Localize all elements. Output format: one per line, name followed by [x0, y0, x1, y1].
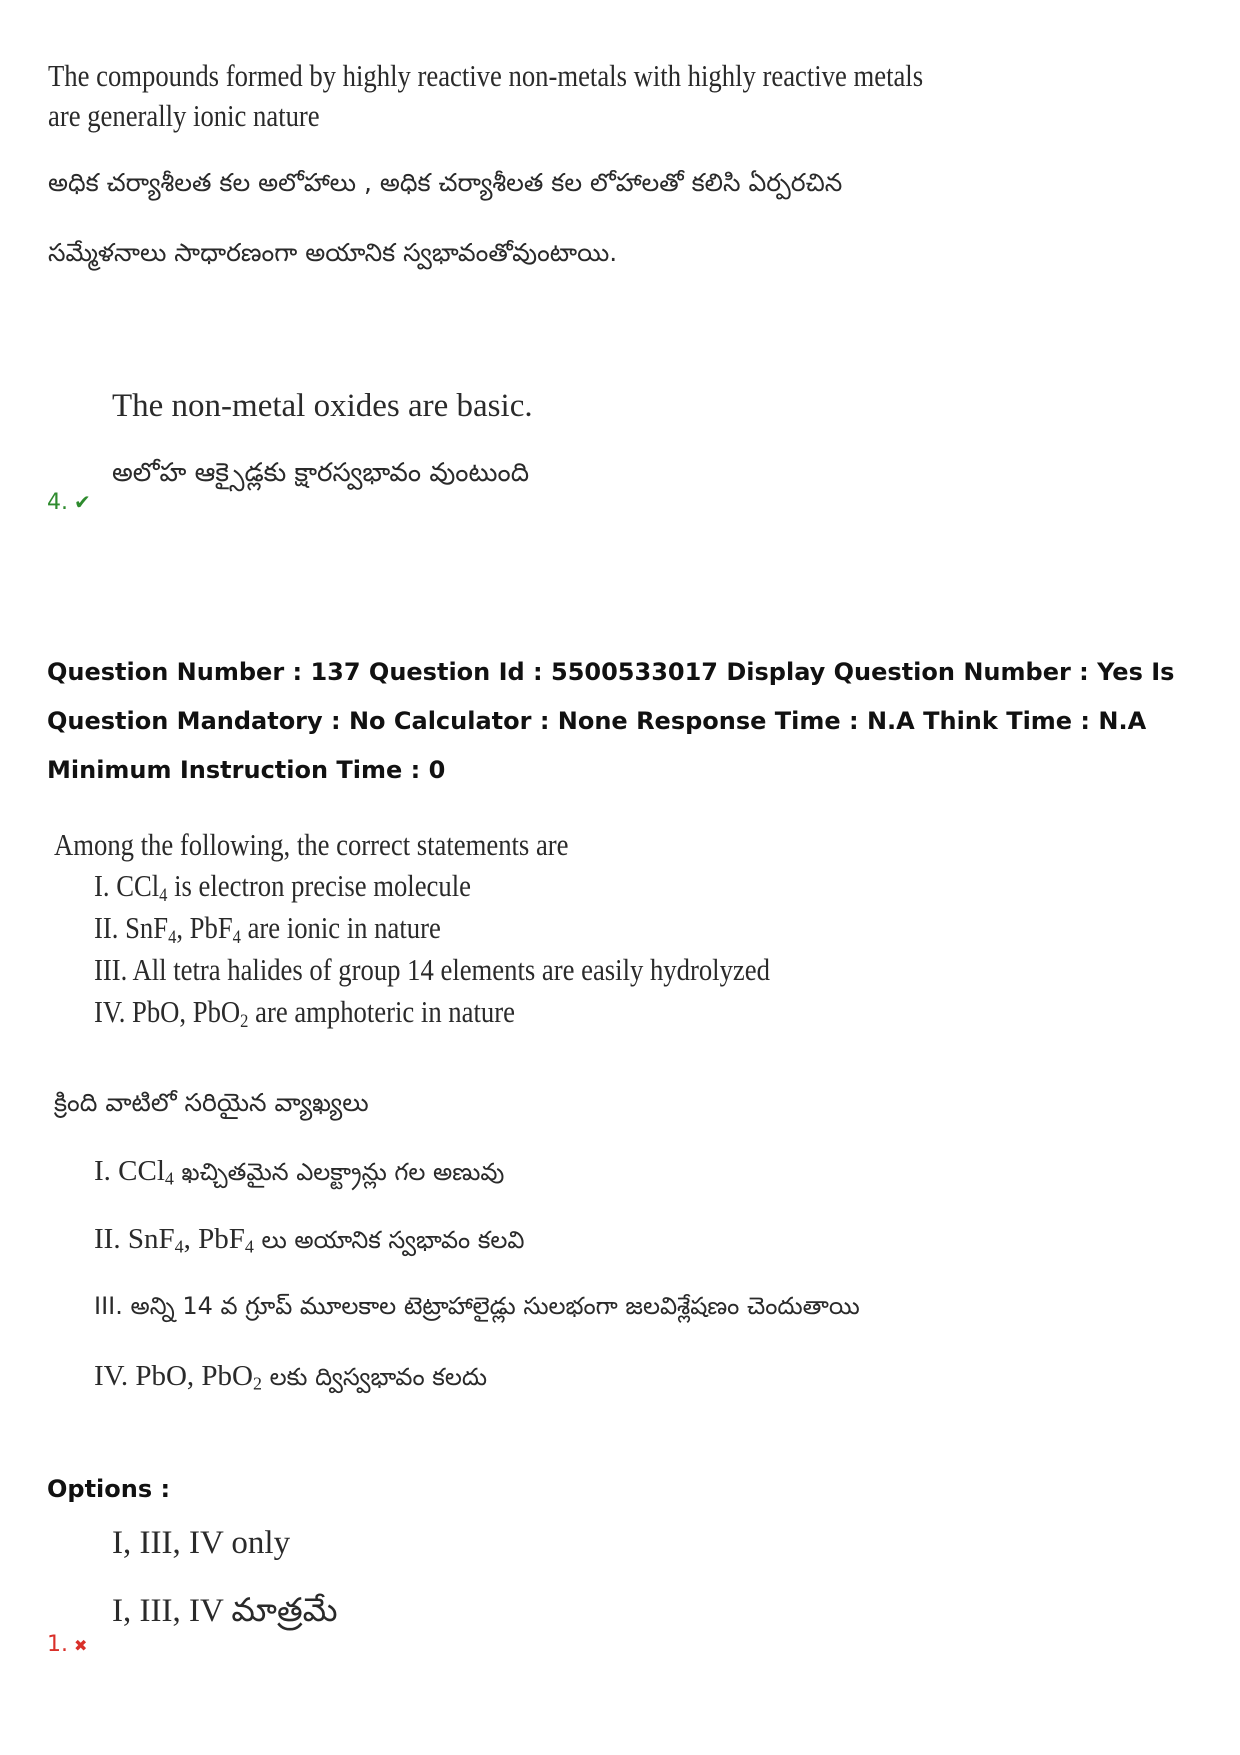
prev-option-te-line1: అధిక చర్యాశీలత కల అలోహాలు , అధిక చర్యాశీలత కల లోహాలతో కలిసి ఏర్పరచిన — [48, 168, 843, 197]
option-4-text-te: అలోహ ఆక్సైడ్లకు క్షారస్వభావం వుంటుంది — [112, 458, 530, 488]
option-4-text-en: The non-metal oxides are basic. — [112, 388, 533, 424]
option-1-label — [47, 1632, 87, 1657]
statement-1-te: I. CCl$_4$ ఖచ్చితమైన ఎలక్ట్రాన్లు గల అణువు — [94, 1155, 505, 1189]
statement-2-te: II. SnF$_4$, PbF$_4$ లు అయానిక స్వభావం కలవి — [94, 1223, 525, 1257]
statement-4-en: IV. PbO, PbO$_2$ are amphoteric in nature — [94, 994, 515, 1032]
prev-option-te-line2: సమ్మేళనాలు సాధారణంగా అయానిక స్వభావంతోవుంటాయి. — [48, 238, 618, 267]
option-1-number: 1. — [47, 1632, 68, 1657]
option-4-label — [47, 490, 91, 515]
prev-option-en-line1: The compounds formed by highly reactive non-metals with highly reactive metals — [48, 58, 924, 93]
options-label: Options : — [47, 1475, 171, 1503]
question-meta: Question Number : 137 Question Id : 5500533017 Display Question Number : Yes Is Question Mandatory : No Calculator : None Response Time : N.A Think Time : N.A Minimum Instruction Time : 0 — [47, 658, 1175, 784]
question-intro-en: Among the following, the correct statements are — [54, 827, 569, 862]
question-intro-te: క్రింది వాటిలో సరియైన వ్యాఖ్యలు — [54, 1088, 369, 1117]
statement-1-en: I. CCl$_4$ is electron precise molecule — [94, 868, 471, 906]
option-4-number: 4. — [47, 490, 68, 515]
option-1-text-en: I, III, IV only — [112, 1525, 291, 1561]
check-icon: ✔ — [74, 490, 91, 514]
statement-4-te: IV. PbO, PbO$_2$ లకు ద్విస్వభావం కలదు — [94, 1360, 488, 1394]
prev-option-en-line2: are generally ionic nature — [48, 98, 320, 133]
cross-icon: ✖ — [74, 1636, 88, 1655]
statement-3-en: III. All tetra halides of group 14 elements are easily hydrolyzed — [94, 952, 770, 987]
statement-2-en: II. SnF$_4$, PbF$_4$ are ionic in nature — [94, 910, 441, 948]
statement-3-te: III. అన్ని 14 వ గ్రూప్ మూలకాల టెట్రాహాలైడ్లు సులభంగా జలవిశ్లేషణం చెందుతాయి — [94, 1292, 860, 1320]
option-1-text-te: I, III, IV మాత్రమే — [112, 1593, 338, 1629]
